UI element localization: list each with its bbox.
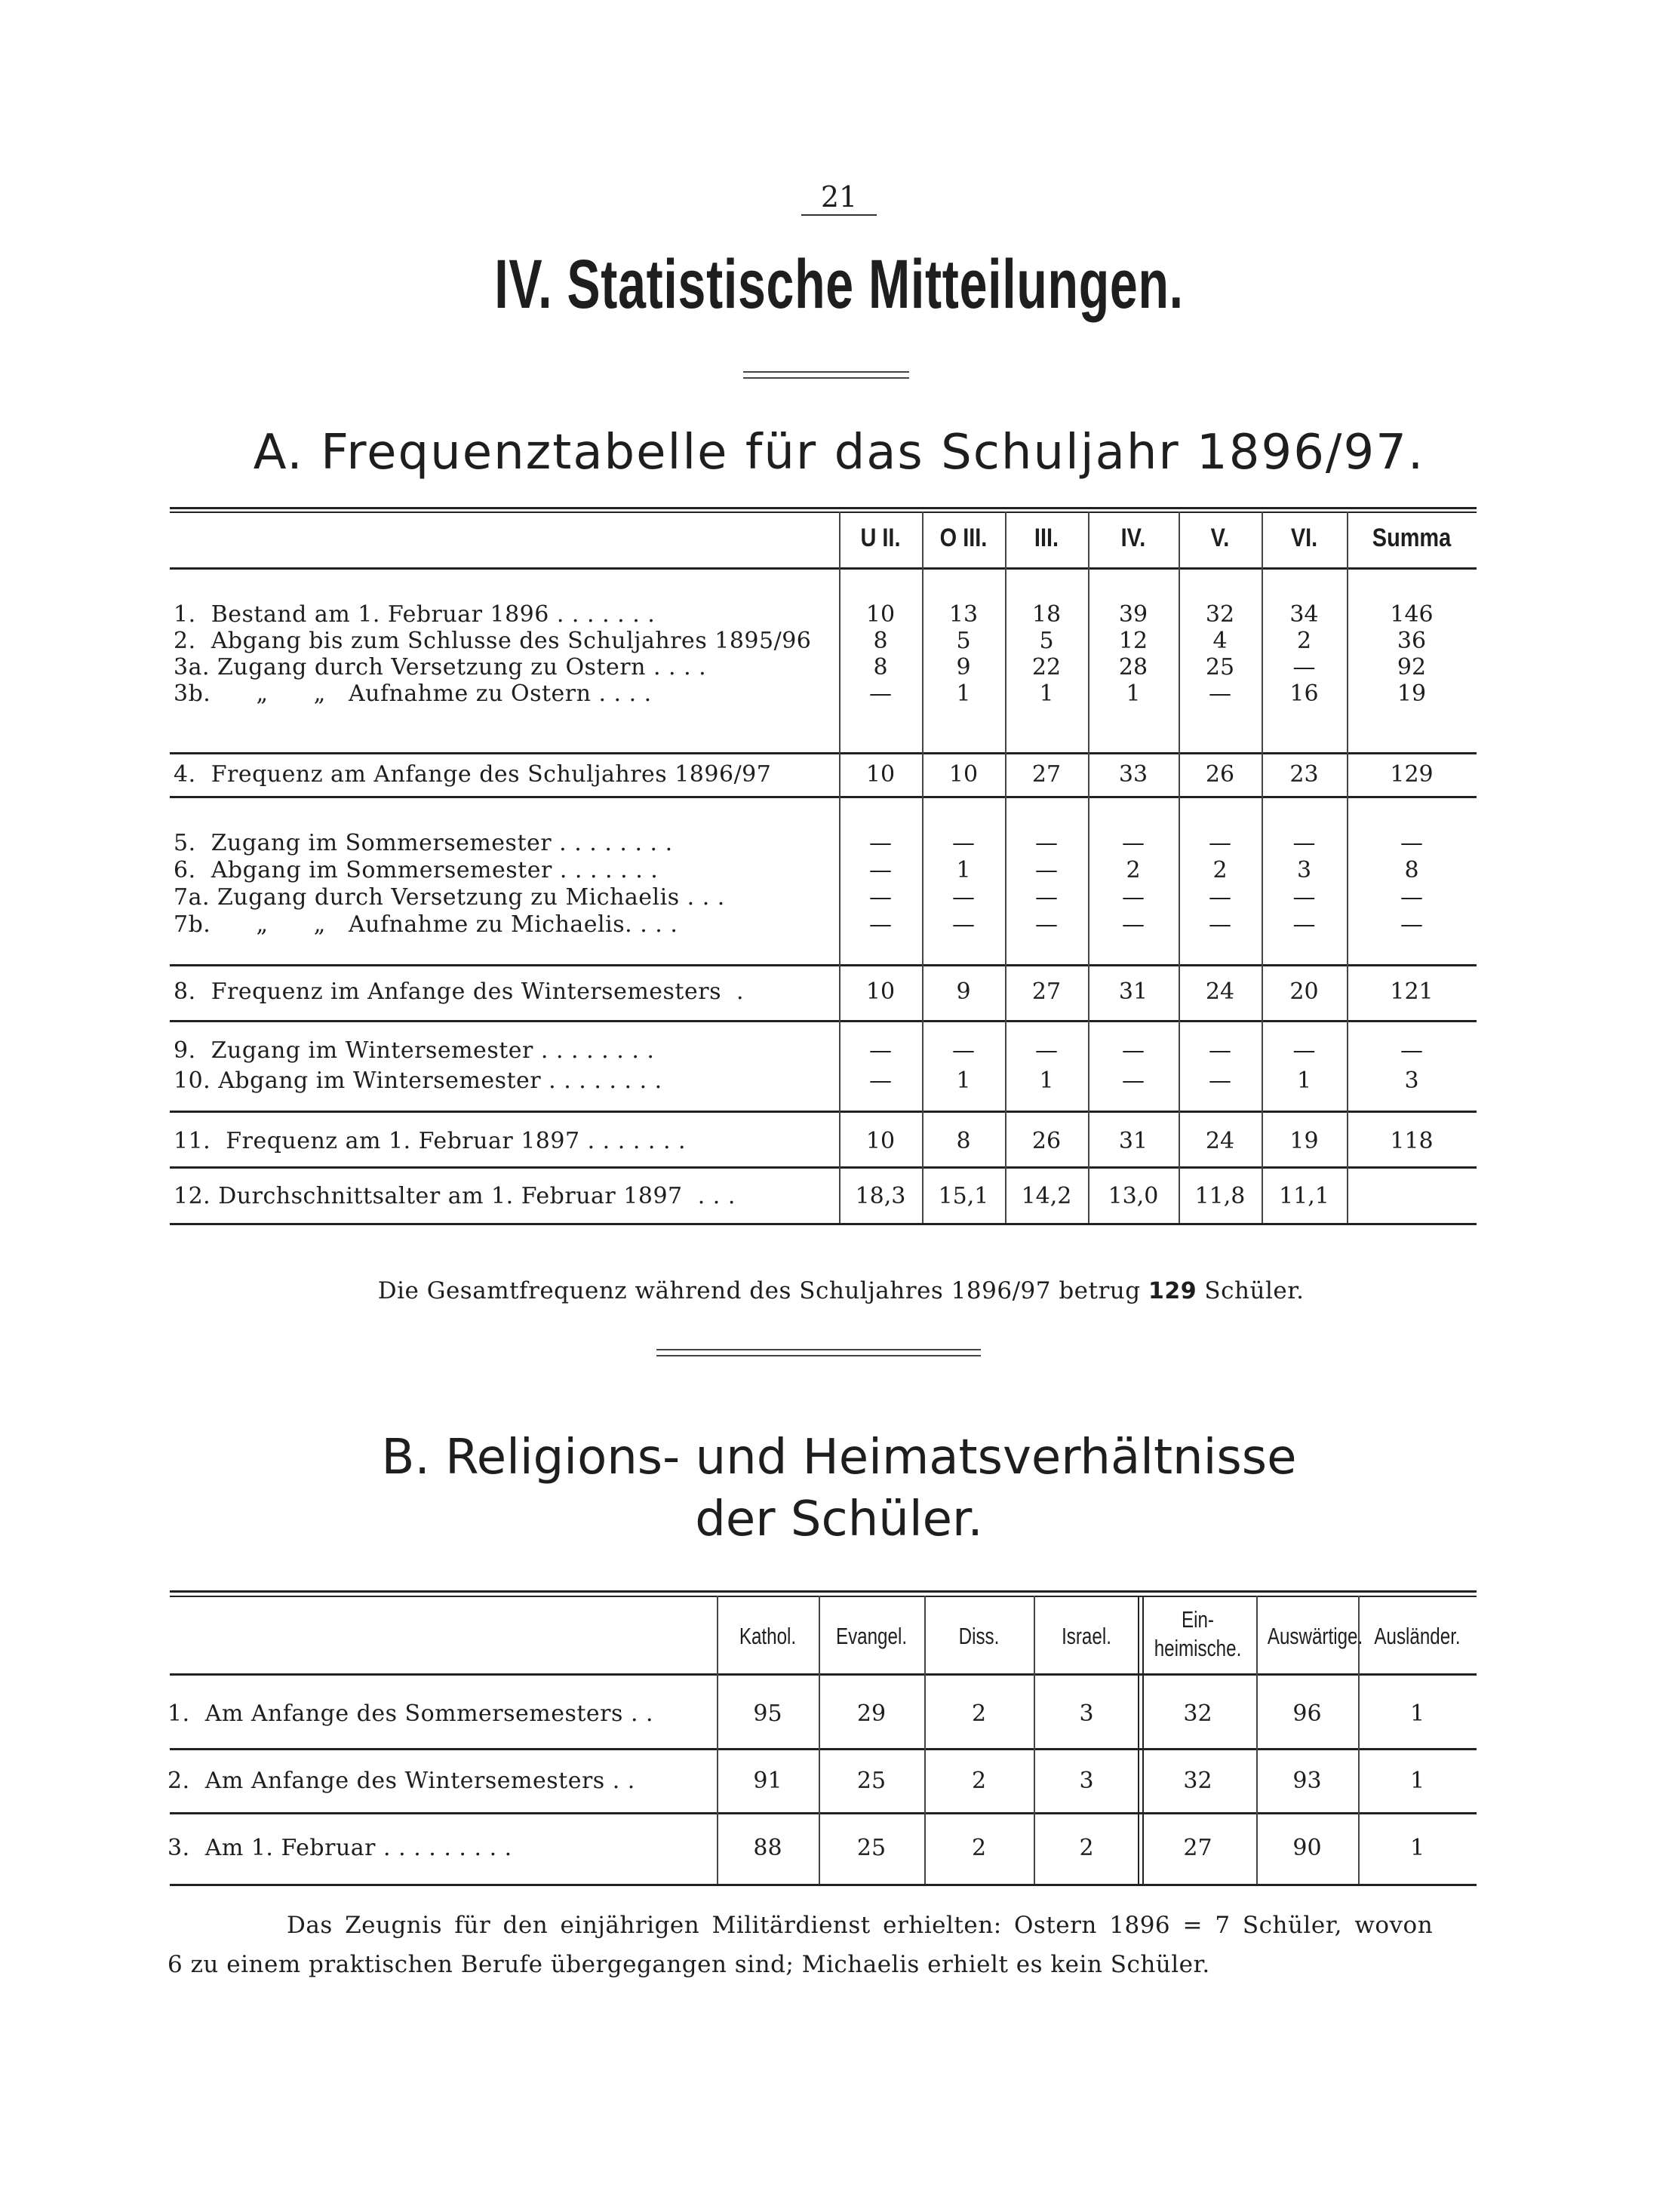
table-cell: — [1035,884,1058,911]
table-cell: — [869,830,892,856]
table-cell: — [1209,911,1231,938]
table-cell: 13 [948,601,979,628]
row-label: 12. Durchschnittsalter am 1. Februar 1897 . . . [174,1183,736,1209]
table-cell: — [1209,680,1231,707]
table-cell: 18,3 [855,1183,906,1209]
table-rule [170,1166,1477,1169]
table-cell: — [1122,884,1145,911]
table-cell: — [1292,911,1316,938]
column-header: IV. [1120,524,1146,552]
column-header: Diss. [958,1623,1000,1649]
table-cell: 13,0 [1108,1183,1159,1209]
table-cell: — [1292,654,1316,680]
table-cell: — [952,911,975,938]
table-cell: 29 [856,1700,887,1727]
row-label: 7b. „ „ Aufnahme zu Michaelis. . . . [174,911,678,938]
table-cell: 14,2 [1021,1183,1072,1209]
table-cell: 10 [865,601,896,628]
table-cell: 8 [873,628,888,654]
table-cell: — [1122,911,1145,938]
table-cell: 27 [1031,761,1062,788]
table-rule [170,1020,1477,1022]
table-cell: — [952,1037,975,1064]
table-cell: — [869,884,892,911]
table-cell: 2 [971,1768,987,1794]
note-text: Die Gesamtfrequenz während des Schuljahres 1896/97 betrug [377,1277,1148,1304]
table-cell: 88 [753,1835,782,1861]
table-rule [170,507,1477,509]
column-header: heimische. [1154,1635,1242,1661]
column-header: Summa [1372,524,1452,552]
table-cell: 2 [1079,1835,1094,1861]
table-cell: 12 [1118,628,1148,654]
note-text: Schüler. [1197,1277,1305,1304]
section-b-title-line1: B. Religions- und Heimatsverhältnisse [381,1430,1297,1485]
table-cell: 1 [956,1068,971,1094]
table-cell: 11,8 [1194,1183,1246,1209]
table-cell: 10 [865,1128,896,1154]
table-cell: — [1122,830,1145,856]
table-cell: 9 [956,979,971,1005]
table-cell: 91 [753,1768,782,1794]
table-cell: 93 [1292,1768,1322,1794]
table-cell: 1 [1296,1068,1312,1094]
table-cell: 2 [971,1700,987,1727]
table-cell: 95 [753,1700,782,1727]
table-cell: 23 [1289,761,1319,788]
table-cell: 25 [856,1835,887,1861]
table-cell: 5 [956,628,971,654]
table-cell: — [1209,1037,1231,1064]
table-cell: 1 [1409,1700,1425,1727]
table-cell: 1 [956,857,971,883]
table-rule [170,964,1477,966]
table-cell: 4 [1212,628,1228,654]
table-cell: — [1400,911,1423,938]
table-cell: — [1035,911,1058,938]
column-header: Israel. [1062,1623,1111,1649]
column-header: Auswärtige. [1267,1623,1363,1649]
table-cell: 118 [1390,1128,1434,1154]
table-cell: 34 [1289,601,1319,628]
table-cell: 5 [1039,628,1054,654]
military-note-line1: Das Zeugnis für den einjährigen Militärdienst erhielten: Ostern 1896 = 7 Schüler, wovon [287,1912,1434,1939]
table-cell: 1 [1039,680,1054,707]
column-header: Ausländer. [1374,1623,1461,1649]
table-cell: 8 [1404,857,1419,883]
table-cell: — [1035,830,1058,856]
table-cell: 24 [1205,1128,1235,1154]
table-cell: 8 [956,1128,971,1154]
table-cell: — [1209,1068,1231,1094]
table-cell: — [869,1037,892,1064]
row-label: 6. Abgang im Sommersemester . . . . . . . [174,857,659,883]
table-cell: 19 [1289,1128,1319,1154]
table-cell: 24 [1205,979,1235,1005]
table-cell: 9 [956,654,971,680]
table-cell: 20 [1289,979,1319,1005]
table-rule [170,1590,1477,1593]
table-cell: — [1400,1037,1423,1064]
table-cell: 18 [1031,601,1062,628]
column-header: V. [1210,524,1230,552]
table-cell: 31 [1118,1128,1148,1154]
table-cell: — [1209,830,1231,856]
column-header: Evangel. [835,1623,908,1649]
table-cell: 36 [1397,628,1427,654]
table-cell: 1 [1409,1768,1425,1794]
column-header: O III. [939,524,988,552]
table-cell: 27 [1183,1835,1212,1861]
table-cell: — [1122,1037,1145,1064]
row-label: 2. Am Anfange des Wintersemesters . . [167,1768,635,1794]
row-label: 10. Abgang im Wintersemester . . . . . . . . [174,1068,662,1094]
note-total: 129 [1148,1278,1197,1304]
table-cell: — [1292,1037,1316,1064]
table-cell: 2 [1296,628,1312,654]
table-cell: 22 [1031,654,1062,680]
row-label: 1. Bestand am 1. Februar 1896 . . . . . . . [174,601,656,628]
table-cell: 10 [865,979,896,1005]
row-label: 11. Frequenz am 1. Februar 1897 . . . . . . . [174,1128,687,1154]
section-a-title: A. Frequenztabelle für das Schuljahr 1896/97. [253,425,1425,481]
table-cell: 2 [1212,857,1228,883]
table-cell: 1 [956,680,971,707]
table-rule [170,1812,1477,1814]
table-cell: 3 [1404,1068,1419,1094]
ornament-rule [656,1349,981,1350]
ornament-rule [743,371,909,373]
main-title: IV. Statistische Mitteilungen. [494,246,1184,323]
table-cell: 10 [948,761,979,788]
table-cell: — [1035,1037,1058,1064]
table-cell: 33 [1118,761,1148,788]
table-cell: 3 [1079,1768,1094,1794]
table-cell: 19 [1397,680,1427,707]
table-cell: 90 [1292,1835,1322,1861]
table-cell: 3 [1079,1700,1094,1727]
row-label: 3a. Zugang durch Versetzung zu Ostern . . . . [174,654,707,680]
table-cell: 1 [1039,1068,1054,1094]
table-cell: 92 [1397,654,1427,680]
table-cell: 2 [1126,857,1141,883]
table-rule [170,567,1477,570]
table-cell: 15,1 [938,1183,989,1209]
table-cell: 31 [1118,979,1148,1005]
row-label: 7a. Zugang durch Versetzung zu Michaelis . . . [174,884,725,911]
table-cell: 16 [1289,680,1319,707]
table-cell: 121 [1390,979,1434,1005]
table-cell: 28 [1118,654,1148,680]
table-cell: 32 [1183,1700,1212,1727]
table-rule [170,512,1477,513]
column-header: VI. [1290,524,1318,552]
row-label: 8. Frequenz im Anfange des Wintersemesters . [174,979,745,1005]
row-label: 2. Abgang bis zum Schlusse des Schuljahres 1895/96 [174,628,812,654]
table-cell: 1 [1409,1835,1425,1861]
table-cell: 32 [1183,1768,1212,1794]
table-rule [170,1673,1477,1676]
section-b-title-line2: der Schüler. [695,1492,983,1547]
table-rule [170,1884,1477,1886]
table-cell: — [1292,884,1316,911]
ornament-rule [743,377,909,379]
row-label: 5. Zugang im Sommersemester . . . . . . . . [174,830,673,856]
row-label: 3. Am 1. Februar . . . . . . . . . [167,1835,512,1861]
total-frequency-note [362,1241,1305,1308]
table-cell: 32 [1205,601,1235,628]
table-cell: 1 [1126,680,1141,707]
column-header: Ein- [1181,1606,1214,1633]
table-cell: 3 [1296,857,1312,883]
ornament-rule [656,1355,981,1356]
table-cell: — [869,857,892,883]
page-number: 21 [801,180,877,216]
table-cell: 25 [856,1768,887,1794]
table-cell: — [1400,884,1423,911]
table-cell: 8 [873,654,888,680]
row-label: 4. Frequenz am Anfange des Schuljahres 1896/97 [174,761,772,788]
table-rule [170,796,1477,798]
table-cell: 10 [865,761,896,788]
column-header: U II. [860,524,901,552]
row-label: 9. Zugang im Wintersemester . . . . . . . . [174,1037,655,1064]
table-cell: 2 [971,1835,987,1861]
table-rule [170,1111,1477,1113]
table-cell: 26 [1205,761,1235,788]
table-cell: 39 [1118,601,1148,628]
table-cell: — [1400,830,1423,856]
row-label: 3b. „ „ Aufnahme zu Ostern . . . . [174,680,652,707]
table-cell: — [1292,830,1316,856]
table-cell: 96 [1292,1700,1322,1727]
table-rule [170,1748,1477,1750]
column-header: III. [1034,524,1059,552]
table-cell: — [952,884,975,911]
table-cell: 25 [1205,654,1235,680]
military-note-line2: 6 zu einem praktischen Berufe übergegangen sind; Michaelis erhielt es kein Schüler. [167,1951,1210,1978]
table-cell: 26 [1031,1128,1062,1154]
table-cell: — [1122,1068,1145,1094]
table-cell: 11,1 [1279,1183,1329,1209]
table-cell: — [1035,857,1058,883]
table-rule [170,752,1477,754]
table-cell: 146 [1390,601,1434,628]
row-label: 1. Am Anfange des Sommersemesters . . [167,1700,654,1727]
column-header: Kathol. [739,1623,797,1649]
table-cell: — [869,911,892,938]
table-cell: 27 [1031,979,1062,1005]
table-rule [170,1596,1477,1597]
table-rule [170,1223,1477,1225]
table-cell: — [952,830,975,856]
table-cell: 129 [1390,761,1434,788]
table-cell: — [869,1068,892,1094]
table-cell: — [1209,884,1231,911]
table-cell: — [869,680,892,707]
